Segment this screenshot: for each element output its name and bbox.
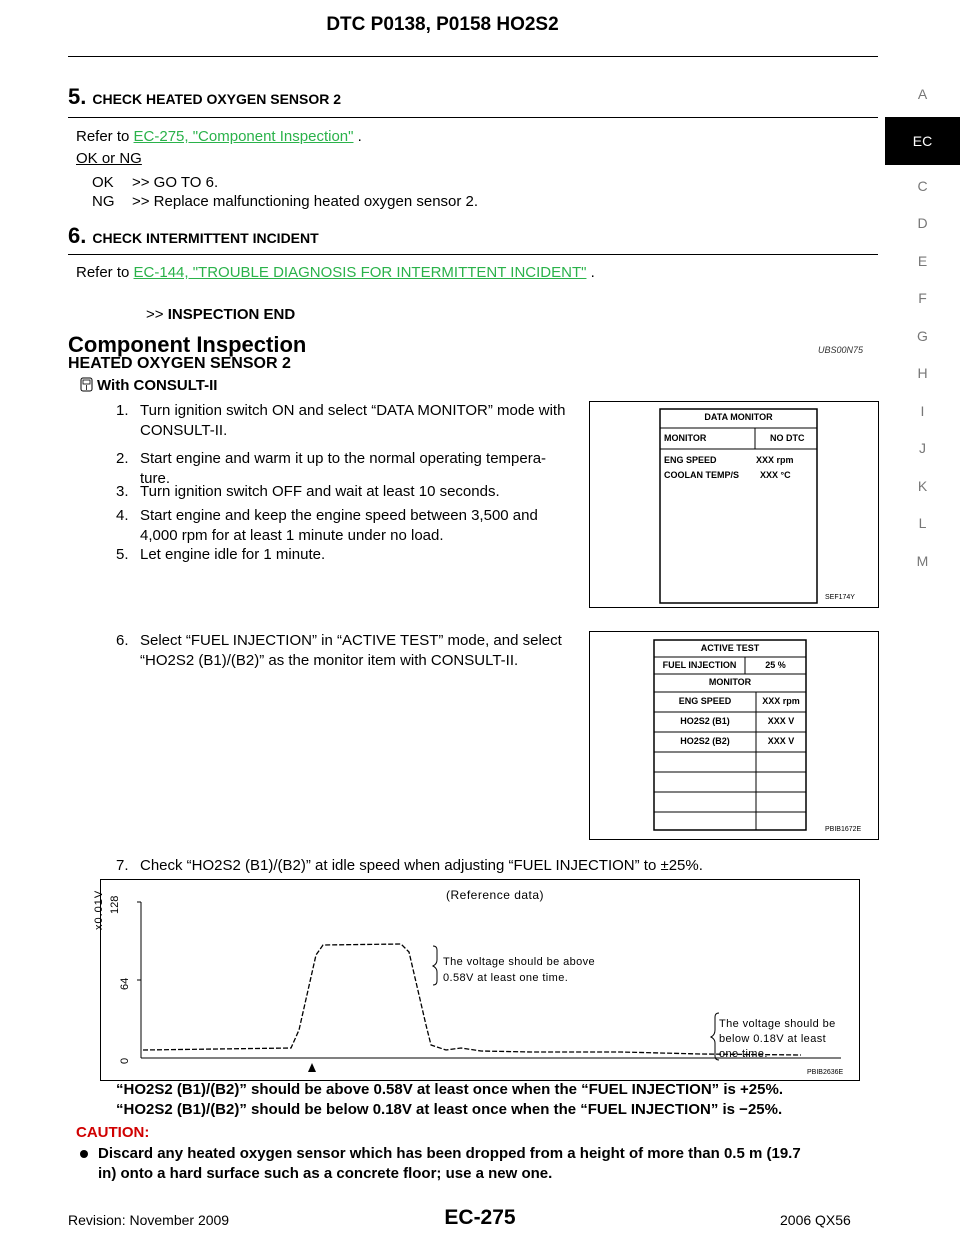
consult-tool-icon xyxy=(80,377,93,392)
section-tab-a[interactable]: A xyxy=(917,86,928,102)
active-test-title: ACTIVE TEST xyxy=(700,643,760,653)
page-title: DTC P0138, P0158 HO2S2 xyxy=(326,14,559,35)
step5-heading xyxy=(68,84,341,110)
monitor-header: MONITOR xyxy=(708,677,752,687)
link-intermittent-incident[interactable]: EC-144, "TROUBLE DIAGNOSIS FOR INTERMITTENT INCIDENT" xyxy=(133,264,587,281)
marker-triangle xyxy=(308,1063,316,1072)
list-item: 6. Select “FUEL INJECTION” in “ACTIVE TEST” mode, and select “HO2S2 (B1)/(B2)” as the monitor item with CONSULT-II. xyxy=(116,632,562,669)
graph-title: (Reference data) xyxy=(446,888,545,902)
step6-number: 6. xyxy=(68,223,87,248)
list-item: 4. Start engine and keep the engine speed between 3,500 and 4,000 rpm for at least 1 minute under no load. xyxy=(116,507,538,544)
table-row: HO2S2 (B2) xyxy=(680,736,730,746)
table-row: XXX V xyxy=(767,716,795,726)
component-ref-code: UBS00N75 xyxy=(818,345,864,355)
coolant-temp-label: COOLAN TEMP/S xyxy=(664,470,740,480)
active-test-figure xyxy=(589,631,879,840)
step6-heading xyxy=(68,223,319,249)
step5-rule xyxy=(68,117,878,118)
inspection-end: >> INSPECTION END xyxy=(146,306,296,323)
consult-label: With CONSULT-II xyxy=(80,377,217,394)
list-item: 3. Turn ignition switch OFF and wait at least 10 seconds. xyxy=(116,483,500,500)
section-tab-d[interactable]: D xyxy=(917,215,928,231)
result-below: “HO2S2 (B1)/(B2)” should be below 0.18V at least once when the “FUEL INJECTION” is −25%. xyxy=(116,1101,783,1118)
bullet-icon xyxy=(80,1150,88,1158)
figure-code: PBIB1672E xyxy=(825,826,862,833)
table-row: XXX rpm xyxy=(762,696,800,706)
footer-page-number: EC-275 xyxy=(444,1206,516,1229)
data-monitor-title: DATA MONITOR xyxy=(704,412,773,422)
section-tab-h[interactable]: H xyxy=(917,365,928,381)
table-row: XXX V xyxy=(767,736,795,746)
reference-graph-figure xyxy=(93,879,860,1081)
eng-speed-label: ENG SPEED xyxy=(664,455,717,465)
section-tab-k[interactable]: K xyxy=(917,477,928,494)
step5-title: CHECK HEATED OXYGEN SENSOR 2 xyxy=(92,91,342,107)
step6-refer: Refer to EC-144, "TROUBLE DIAGNOSIS FOR INTERMITTENT INCIDENT" . xyxy=(76,264,595,281)
data-monitor-col1: MONITOR xyxy=(664,433,707,443)
caution-heading: CAUTION: xyxy=(76,1124,150,1141)
y-axis-unit: x0.01V xyxy=(93,889,105,930)
step6-title: CHECK INTERMITTENT INCIDENT xyxy=(92,230,319,246)
section-tab-e[interactable]: E xyxy=(917,252,928,269)
ok-row: OK >> GO TO 6. xyxy=(92,174,219,191)
figure-code: SEF174Y xyxy=(825,594,855,601)
section-index xyxy=(885,76,960,580)
data-monitor-col2: NO DTC xyxy=(770,433,805,443)
section-tab-j[interactable]: J xyxy=(919,440,926,456)
data-monitor-figure xyxy=(589,401,879,608)
component-inspection-heading: Component Inspection xyxy=(68,332,307,357)
ng-row: NG >> Replace malfunctioning heated oxygen sensor 2. xyxy=(92,193,479,210)
table-row: HO2S2 (B1) xyxy=(680,716,730,726)
list-item: 1. Turn ignition switch ON and select “DATA MONITOR” mode with CONSULT-II. xyxy=(116,402,566,439)
list-item: 2. Start engine and warm it up to the normal operating tempera- ture. xyxy=(116,450,547,487)
step5-refer: Refer to EC-275, "Component Inspection" . xyxy=(76,128,362,145)
table-row: ENG SPEED xyxy=(678,696,732,706)
y-tick-64: 64 xyxy=(119,977,131,990)
figure-code: PBIB2636E xyxy=(807,1069,844,1076)
section-tab-c[interactable]: C xyxy=(917,177,928,194)
y-tick-128: 128 xyxy=(109,895,121,914)
coolant-temp-value: XXX °C xyxy=(760,470,791,480)
fuel-injection-label: FUEL INJECTION xyxy=(662,660,737,670)
section-tab-l[interactable]: L xyxy=(918,515,927,531)
eng-speed-value: XXX rpm xyxy=(756,455,794,465)
section-tab-m[interactable]: M xyxy=(916,552,929,569)
section-tab-i[interactable]: I xyxy=(920,402,925,419)
section-tab-f[interactable]: F xyxy=(918,290,927,306)
sensor-subheading: HEATED OXYGEN SENSOR 2 xyxy=(68,355,291,372)
link-component-inspection[interactable]: EC-275, "Component Inspection" xyxy=(133,128,354,145)
fuel-injection-value: 25 % xyxy=(765,660,786,670)
section-tab-g[interactable]: G xyxy=(917,327,928,344)
y-tick-0: 0 xyxy=(119,1057,131,1064)
list-item: 7. Check “HO2S2 (B1)/(B2)” at idle speed when adjusting “FUEL INJECTION” to ±25%. xyxy=(116,857,703,874)
ok-ng-label: OK or NG xyxy=(76,150,142,167)
note-above: The voltage should be above 0.58V at least one time. xyxy=(443,956,596,984)
footer-revision: Revision: November 2009 xyxy=(68,1212,230,1228)
section-tab-ec[interactable]: EC xyxy=(885,117,960,165)
caution-item: Discard any heated oxygen sensor which has been dropped from a height of more than 0.5 m (19.7 in) onto a hard surface such as a concrete floor; use a new one. xyxy=(80,1144,880,1184)
step6-rule xyxy=(68,254,878,255)
result-above: “HO2S2 (B1)/(B2)” should be above 0.58V at least once when the “FUEL INJECTION” is +25%. xyxy=(116,1081,783,1098)
note-below: The voltage should be below 0.18V at least one time. xyxy=(719,1018,836,1060)
list-item: 5. Let engine idle for 1 minute. xyxy=(116,546,326,563)
header-rule xyxy=(68,56,878,57)
step5-number: 5. xyxy=(68,84,87,109)
footer-model: 2006 QX56 xyxy=(780,1212,851,1228)
